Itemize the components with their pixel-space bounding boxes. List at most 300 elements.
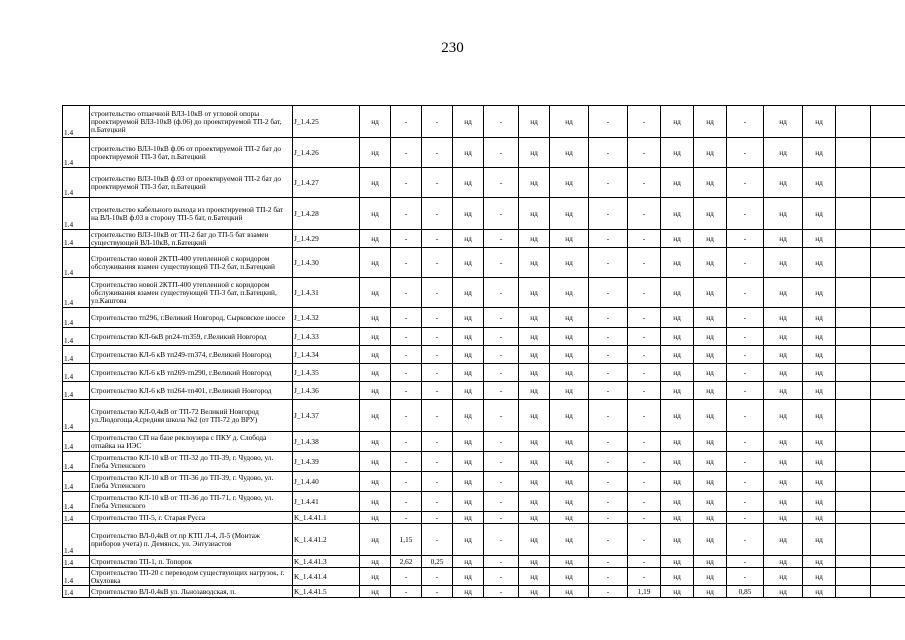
value-cell: нд	[519, 524, 550, 556]
value-cell: -	[422, 364, 453, 382]
value-cell: нд	[764, 556, 803, 568]
value-cell: нд	[661, 512, 694, 524]
value-cell	[836, 512, 871, 524]
value-cell: -	[727, 230, 764, 248]
value-cell: нд	[694, 106, 727, 138]
value-cell: нд	[453, 106, 484, 138]
value-cell: нд	[519, 230, 550, 248]
value-cell	[871, 278, 905, 308]
project-name-cell: Строительство СП на базе реклоузера с ПКУ д. Слобода отпайка на ИЭС	[90, 432, 293, 452]
project-name-cell: Строительство ТП-20 с переводом существующих нагрузок, г. Окуловка	[90, 568, 293, 586]
value-cell: -	[628, 138, 661, 168]
value-cell: нд	[453, 168, 484, 198]
value-cell: нд	[764, 364, 803, 382]
value-cell: нд	[550, 492, 589, 512]
row-number-cell: 1.4	[63, 230, 90, 248]
value-cell	[871, 556, 905, 568]
value-cell: нд	[803, 346, 836, 364]
value-cell: нд	[519, 472, 550, 492]
value-cell: -	[628, 168, 661, 198]
value-cell: нд	[694, 328, 727, 346]
value-cell: -	[727, 248, 764, 278]
table-row	[63, 198, 905, 230]
value-cell: -	[391, 106, 422, 138]
value-cell: -	[628, 524, 661, 556]
value-cell: нд	[803, 198, 836, 230]
value-cell: нд	[360, 452, 391, 472]
project-code-cell: K_1.4.41.5	[293, 586, 360, 598]
value-cell: 2,62	[391, 556, 422, 568]
project-code-cell: J_1.4.32	[293, 308, 360, 328]
value-cell: -	[422, 168, 453, 198]
row-number-cell: 1.4	[63, 492, 90, 512]
value-cell: нд	[360, 432, 391, 452]
value-cell: -	[391, 472, 422, 492]
value-cell: -	[484, 512, 519, 524]
value-cell: нд	[360, 472, 391, 492]
value-cell: нд	[661, 586, 694, 598]
value-cell: нд	[360, 328, 391, 346]
value-cell: нд	[803, 556, 836, 568]
value-cell: -	[422, 106, 453, 138]
value-cell: -	[727, 308, 764, 328]
table-row	[63, 512, 905, 524]
value-cell: нд	[764, 512, 803, 524]
value-cell: -	[727, 432, 764, 452]
project-name-cell: Строительство КЛ-6 кВ тп264-тп401, г.Великий Новгород	[90, 382, 293, 400]
project-name-cell: Строительство тп296, г.Великий Новгород, Сырковское шоссе	[90, 308, 293, 328]
value-cell: нд	[453, 346, 484, 364]
value-cell: -	[391, 382, 422, 400]
value-cell: нд	[694, 568, 727, 586]
row-number-cell: 1.4	[63, 472, 90, 492]
value-cell: 1,15	[391, 524, 422, 556]
value-cell: -	[391, 168, 422, 198]
project-code-cell: J_1.4.25	[293, 106, 360, 138]
value-cell: нд	[519, 432, 550, 452]
project-code-cell: J_1.4.38	[293, 432, 360, 452]
value-cell: нд	[694, 492, 727, 512]
value-cell: -	[422, 400, 453, 432]
value-cell: -	[484, 308, 519, 328]
value-cell: -	[628, 556, 661, 568]
value-cell: -	[589, 168, 628, 198]
value-cell: нд	[453, 400, 484, 432]
project-code-cell: J_1.4.34	[293, 346, 360, 364]
value-cell: нд	[661, 524, 694, 556]
table-row	[63, 568, 905, 586]
value-cell	[836, 492, 871, 512]
value-cell	[836, 248, 871, 278]
value-cell	[836, 278, 871, 308]
value-cell: нд	[803, 308, 836, 328]
value-cell: -	[422, 432, 453, 452]
value-cell	[871, 452, 905, 472]
value-cell: нд	[764, 382, 803, 400]
value-cell: -	[422, 230, 453, 248]
value-cell: нд	[360, 106, 391, 138]
value-cell: нд	[360, 248, 391, 278]
project-code-cell: J_1.4.40	[293, 472, 360, 492]
value-cell: нд	[519, 106, 550, 138]
value-cell: -	[422, 328, 453, 346]
value-cell: -	[589, 364, 628, 382]
table-row	[63, 382, 905, 400]
value-cell: нд	[661, 278, 694, 308]
project-name-cell: строительство ВЛЗ-10кВ ф.06 от проектируемой ТП-2 бат до проектируемой ТП-3 бат, п.Батецкий	[90, 138, 293, 168]
value-cell: -	[484, 382, 519, 400]
value-cell: нд	[453, 452, 484, 472]
project-code-cell: J_1.4.33	[293, 328, 360, 346]
table-row	[63, 168, 905, 198]
value-cell	[871, 472, 905, 492]
value-cell: нд	[694, 524, 727, 556]
value-cell	[871, 492, 905, 512]
value-cell: нд	[803, 138, 836, 168]
value-cell: -	[727, 364, 764, 382]
value-cell: -	[589, 248, 628, 278]
value-cell: нд	[694, 472, 727, 492]
value-cell: нд	[661, 138, 694, 168]
value-cell: -	[589, 492, 628, 512]
value-cell: -	[628, 382, 661, 400]
value-cell: -	[727, 106, 764, 138]
value-cell: -	[589, 278, 628, 308]
value-cell: нд	[803, 106, 836, 138]
value-cell: нд	[803, 278, 836, 308]
value-cell: нд	[360, 400, 391, 432]
table-row	[63, 586, 905, 598]
value-cell: нд	[803, 248, 836, 278]
table-row	[63, 400, 905, 432]
value-cell: нд	[803, 492, 836, 512]
table-row	[63, 346, 905, 364]
value-cell: нд	[550, 400, 589, 432]
value-cell: -	[484, 556, 519, 568]
value-cell: нд	[519, 248, 550, 278]
value-cell: -	[422, 198, 453, 230]
value-cell: -	[589, 472, 628, 492]
row-number-cell: 1.4	[63, 382, 90, 400]
value-cell: -	[727, 400, 764, 432]
value-cell: -	[628, 472, 661, 492]
project-name-cell: строительство отпаечной ВЛЗ-10кВ от угловой опоры проектируемой ВЛЗ-10кВ (ф.06) до проектируемой ТП-2 бат, п.Батецкий	[90, 106, 293, 138]
table-row	[63, 432, 905, 452]
value-cell: нд	[550, 452, 589, 472]
value-cell: -	[589, 308, 628, 328]
value-cell: -	[589, 382, 628, 400]
value-cell: нд	[550, 524, 589, 556]
value-cell	[836, 346, 871, 364]
value-cell: нд	[519, 364, 550, 382]
value-cell: нд	[803, 452, 836, 472]
value-cell: нд	[661, 198, 694, 230]
value-cell: -	[422, 472, 453, 492]
value-cell: нд	[360, 492, 391, 512]
value-cell: нд	[803, 472, 836, 492]
value-cell: -	[391, 512, 422, 524]
value-cell: нд	[519, 492, 550, 512]
row-number-cell: 1.4	[63, 556, 90, 568]
project-code-cell: K_1.4.41.3	[293, 556, 360, 568]
value-cell: нд	[519, 568, 550, 586]
value-cell: нд	[764, 568, 803, 586]
value-cell: -	[484, 586, 519, 598]
value-cell: -	[484, 328, 519, 346]
value-cell: нд	[764, 586, 803, 598]
value-cell: -	[727, 168, 764, 198]
value-cell: нд	[550, 278, 589, 308]
value-cell: -	[391, 230, 422, 248]
value-cell: -	[589, 556, 628, 568]
value-cell: нд	[661, 106, 694, 138]
value-cell: -	[484, 230, 519, 248]
value-cell: -	[391, 308, 422, 328]
value-cell: -	[628, 400, 661, 432]
value-cell: нд	[694, 432, 727, 452]
table-row	[63, 106, 905, 138]
value-cell: нд	[453, 492, 484, 512]
value-cell: -	[391, 138, 422, 168]
value-cell: -	[589, 346, 628, 364]
value-cell: нд	[550, 328, 589, 346]
value-cell	[836, 328, 871, 346]
value-cell: нд	[661, 492, 694, 512]
value-cell: нд	[360, 230, 391, 248]
value-cell: нд	[453, 472, 484, 492]
value-cell: нд	[694, 346, 727, 364]
value-cell: нд	[453, 278, 484, 308]
value-cell: -	[628, 278, 661, 308]
value-cell: -	[422, 248, 453, 278]
value-cell: -	[484, 106, 519, 138]
row-number-cell: 1.4	[63, 328, 90, 346]
value-cell	[871, 568, 905, 586]
value-cell: нд	[550, 168, 589, 198]
value-cell: нд	[453, 432, 484, 452]
value-cell: нд	[764, 198, 803, 230]
value-cell: нд	[519, 400, 550, 432]
value-cell: нд	[550, 382, 589, 400]
value-cell	[871, 198, 905, 230]
value-cell	[836, 308, 871, 328]
value-cell: нд	[360, 364, 391, 382]
value-cell: нд	[764, 278, 803, 308]
value-cell: -	[628, 452, 661, 472]
value-cell: -	[727, 452, 764, 472]
value-cell: нд	[453, 364, 484, 382]
value-cell	[836, 364, 871, 382]
project-code-cell: K_1.4.41.1	[293, 512, 360, 524]
project-code-cell: J_1.4.26	[293, 138, 360, 168]
project-name-cell: Строительство новой 2КТП-400 утепленной с коридором обслуживания взамен существующей ТП-3 бат, п.Батецкий, ул.Кашгова	[90, 278, 293, 308]
value-cell: -	[391, 452, 422, 472]
value-cell	[836, 198, 871, 230]
project-name-cell: Строительство КЛ-6кВ рп24-тп359, г.Великий Новгород	[90, 328, 293, 346]
value-cell	[871, 524, 905, 556]
row-number-cell: 1.4	[63, 278, 90, 308]
value-cell: нд	[694, 230, 727, 248]
value-cell: нд	[694, 138, 727, 168]
row-number-cell: 1.4	[63, 346, 90, 364]
value-cell: -	[484, 248, 519, 278]
value-cell: -	[484, 432, 519, 452]
value-cell: -	[727, 472, 764, 492]
value-cell: нд	[694, 452, 727, 472]
value-cell: нд	[550, 198, 589, 230]
value-cell: нд	[550, 512, 589, 524]
value-cell	[836, 138, 871, 168]
value-cell: нд	[550, 364, 589, 382]
value-cell: нд	[661, 556, 694, 568]
value-cell: -	[628, 106, 661, 138]
value-cell: нд	[803, 512, 836, 524]
value-cell: -	[727, 556, 764, 568]
value-cell: -	[727, 346, 764, 364]
value-cell: -	[484, 452, 519, 472]
value-cell: нд	[453, 138, 484, 168]
project-code-cell: J_1.4.27	[293, 168, 360, 198]
row-number-cell: 1.4	[63, 168, 90, 198]
value-cell	[836, 382, 871, 400]
row-number-cell: 1.4	[63, 586, 90, 598]
value-cell: нд	[360, 278, 391, 308]
value-cell: нд	[694, 278, 727, 308]
value-cell: -	[484, 472, 519, 492]
value-cell	[836, 230, 871, 248]
value-cell: нд	[550, 556, 589, 568]
row-number-cell: 1.4	[63, 106, 90, 138]
value-cell: нд	[661, 248, 694, 278]
value-cell	[871, 168, 905, 198]
value-cell: -	[422, 512, 453, 524]
table-row	[63, 364, 905, 382]
value-cell: нд	[764, 230, 803, 248]
project-code-cell: J_1.4.29	[293, 230, 360, 248]
value-cell: нд	[453, 568, 484, 586]
value-cell: -	[391, 278, 422, 308]
value-cell: -	[422, 308, 453, 328]
value-cell: -	[628, 492, 661, 512]
value-cell: -	[484, 524, 519, 556]
value-cell: нд	[519, 278, 550, 308]
value-cell: нд	[360, 138, 391, 168]
row-number-cell: 1.4	[63, 400, 90, 432]
table-body	[63, 106, 905, 598]
value-cell: -	[422, 382, 453, 400]
value-cell: -	[391, 492, 422, 512]
value-cell: -	[589, 328, 628, 346]
value-cell: -	[628, 568, 661, 586]
value-cell: -	[589, 400, 628, 432]
table-row	[63, 452, 905, 472]
value-cell: нд	[661, 230, 694, 248]
value-cell	[871, 382, 905, 400]
value-cell: -	[727, 328, 764, 346]
value-cell: нд	[550, 472, 589, 492]
value-cell: нд	[803, 586, 836, 598]
value-cell: -	[727, 512, 764, 524]
value-cell: -	[422, 138, 453, 168]
value-cell: нд	[803, 382, 836, 400]
value-cell	[836, 472, 871, 492]
value-cell: -	[422, 492, 453, 512]
value-cell: нд	[661, 168, 694, 198]
row-number-cell: 1.4	[63, 452, 90, 472]
value-cell: -	[391, 198, 422, 230]
row-number-cell: 1.4	[63, 432, 90, 452]
value-cell: -	[727, 198, 764, 230]
value-cell: нд	[453, 308, 484, 328]
value-cell: 0,25	[422, 556, 453, 568]
value-cell	[836, 168, 871, 198]
project-code-cell: K_1.4.41.4	[293, 568, 360, 586]
value-cell	[871, 432, 905, 452]
value-cell: -	[422, 524, 453, 556]
value-cell: нд	[803, 432, 836, 452]
value-cell: нд	[661, 432, 694, 452]
value-cell: -	[628, 364, 661, 382]
value-cell	[836, 400, 871, 432]
value-cell	[836, 568, 871, 586]
value-cell: -	[422, 568, 453, 586]
project-name-cell: Строительство КЛ-10 кВ от ТП-32 до ТП-39, г. Чудово, ул. Глеба Успенского	[90, 452, 293, 472]
value-cell: -	[422, 586, 453, 598]
value-cell: нд	[661, 308, 694, 328]
value-cell: нд	[550, 230, 589, 248]
value-cell: -	[589, 198, 628, 230]
value-cell: нд	[764, 106, 803, 138]
table-row	[63, 472, 905, 492]
project-code-cell: J_1.4.41	[293, 492, 360, 512]
row-number-cell: 1.4	[63, 198, 90, 230]
value-cell: -	[484, 364, 519, 382]
value-cell	[871, 512, 905, 524]
value-cell: нд	[360, 568, 391, 586]
value-cell: -	[628, 346, 661, 364]
value-cell: -	[727, 524, 764, 556]
value-cell	[871, 346, 905, 364]
value-cell: нд	[661, 400, 694, 432]
value-cell: -	[589, 524, 628, 556]
value-cell: нд	[661, 364, 694, 382]
value-cell: -	[589, 452, 628, 472]
value-cell: нд	[661, 472, 694, 492]
value-cell: нд	[519, 328, 550, 346]
value-cell	[871, 586, 905, 598]
value-cell: нд	[453, 512, 484, 524]
value-cell: -	[727, 138, 764, 168]
value-cell	[836, 524, 871, 556]
value-cell	[871, 364, 905, 382]
value-cell: нд	[453, 230, 484, 248]
value-cell: нд	[764, 452, 803, 472]
project-code-cell: K_1.4.41.2	[293, 524, 360, 556]
value-cell: нд	[453, 586, 484, 598]
value-cell: нд	[694, 556, 727, 568]
value-cell: -	[589, 230, 628, 248]
value-cell: нд	[661, 568, 694, 586]
value-cell: нд	[519, 346, 550, 364]
value-cell: нд	[360, 586, 391, 598]
value-cell: нд	[694, 168, 727, 198]
value-cell: нд	[694, 364, 727, 382]
value-cell	[871, 106, 905, 138]
project-code-cell: J_1.4.37	[293, 400, 360, 432]
value-cell: нд	[764, 492, 803, 512]
table-row	[63, 308, 905, 328]
value-cell: нд	[661, 328, 694, 346]
